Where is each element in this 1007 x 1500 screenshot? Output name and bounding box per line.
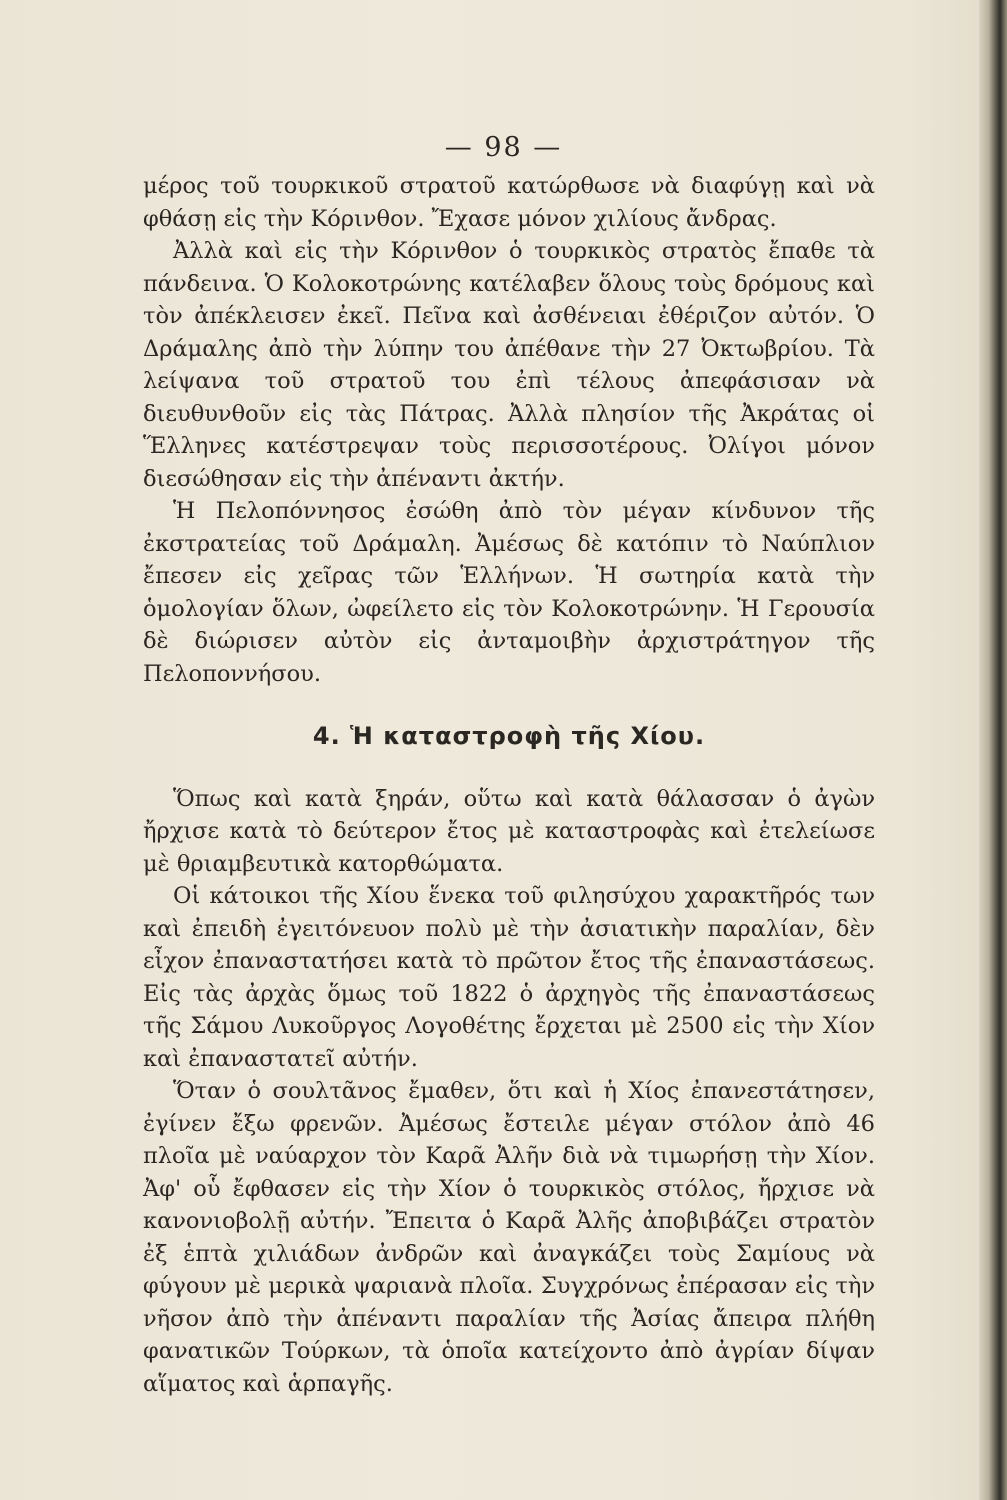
section-heading: 4. Ἡ καταστροφὴ τῆς Χίου. <box>312 722 706 750</box>
page-number: — 98 — <box>444 132 563 163</box>
paragraph-4: Ὅπως καὶ κατὰ ξηράν, οὕτω καὶ κατὰ θάλασσαν ὁ ἀγὼν ἤρχισε κατὰ τὸ δεύτερον ἔτος μὲ καταστροφὰς καὶ ἐτελείωσε μὲ θριαμβευτικὰ κατορθώματα. <box>143 785 875 877</box>
paragraph-6: Ὅταν ὁ σουλτᾶνος ἔμαθεν, ὅτι καὶ ἡ Χίος ἐπανεστάτησεν, ἐγίνεν ἔξω φρενῶν. Ἀμέσως ἔστειλε μέγαν στόλον ἀπὸ 46 πλοῖα μὲ ναύαρχον τὸν Καρᾶ Ἀλῆν διὰ νὰ τιμωρήσῃ τὴν Χίον. Ἀφ' οὗ ἔφθασεν εἰς τὴν Χίον ὁ τουρκικὸς στόλος, ἤρχισε νὰ κανονιοβολῇ αὐτήν. Ἔπειτα ὁ Καρᾶ Ἀλῆς ἀποβιβάζει στρατὸν ἐξ ἑπτὰ χιλιάδων ἀνδρῶν καὶ ἀναγκάζει τοὺς Σαμίους νὰ φύγουν μὲ μερικὰ ψαριανὰ πλοῖα. Συγχρόνως ἐπέρασαν εἰς τὴν νῆσον ἀπὸ τὴν ἀπέναντι παραλίαν τῆς Ἀσίας ἄπειρα πλήθη φανατικῶν Τούρκων, τὰ ὁποῖα κατείχοντο ἀπὸ ἀγρίαν δίψαν αἵματος καὶ ἁρπαγῆς. <box>143 1078 875 1397</box>
paragraph-5: Οἱ κάτοικοι τῆς Χίου ἕνεκα τοῦ φιλησύχου χαρακτῆρός των καὶ ἐπειδὴ ἐγειτόνευον πολὺ μὲ τὴν ἀσιατικὴν παραλίαν, δὲν εἶχον ἐπαναστατήσει κατὰ τὸ πρῶτον ἔτος τῆς ἐπαναστάσεως. Εἰς τὰς ἀρχὰς ὅμως τοῦ 1822 ὁ ἀρχηγὸς τῆς ἐπαναστάσεως τῆς Σάμου Λυκοῦργος Λογοθέτης ἔρχεται μὲ 2500 εἰς τὴν Χίον καὶ ἐπαναστατεῖ αὐτήν. <box>143 883 875 1072</box>
body-text <box>143 170 875 1400</box>
paragraph-2: Ἀλλὰ καὶ εἰς τὴν Κόρινθον ὁ τουρκικὸς στρατὸς ἔπαθε τὰ πάνδεινα. Ὁ Κολοκοτρώνης κατέλαβεν ὅλους τοὺς δρόμους καὶ τὸν ἀπέκλεισεν ἐκεῖ. Πεῖνα καὶ ἀσθένειαι ἐθέριζον αὐτόν. Ὁ Δράμαλης ἀπὸ τὴν λύπην του ἀπέθανε τὴν 27 Ὀκτωβρίου. Τὰ λείψανα τοῦ στρατοῦ του ἐπὶ τέλους ἀπεφάσισαν νὰ διευθυνθοῦν εἰς τὰς Πάτρας. Ἀλλὰ πλησίον τῆς Ἀκράτας οἱ Ἕλληνες κατέστρεψαν τοὺς περισσοτέρους. Ὀλίγοι μόνον διεσώθησαν εἰς τὴν ἀπέναντι ἀκτήν. <box>143 238 875 492</box>
paragraph-1: μέρος τοῦ τουρκικοῦ στρατοῦ κατώρθωσε νὰ διαφύγῃ καὶ νὰ φθάσῃ εἰς τὴν Κόρινθον. Ἔχασε μόνον χιλίους ἄνδρας. <box>143 173 875 232</box>
page-edge-shadow <box>979 0 1007 1500</box>
paragraph-3: Ἡ Πελοπόννησος ἐσώθη ἀπὸ τὸν μέγαν κίνδυνον τῆς ἐκστρατείας τοῦ Δράμαλη. Ἀμέσως δὲ κατόπιν τὸ Ναύπλιον ἔπεσεν εἰς χεῖρας τῶν Ἑλλήνων. Ἡ σωτηρία κατὰ τὴν ὁμολογίαν ὅλων, ὠφείλετο εἰς τὸν Κολοκοτρώνην. Ἡ Γερουσία δὲ διώρισεν αὐτὸν εἰς ἀνταμοιβὴν ἀρχιστράτηγον τῆς Πελοποννήσου. <box>143 498 875 687</box>
